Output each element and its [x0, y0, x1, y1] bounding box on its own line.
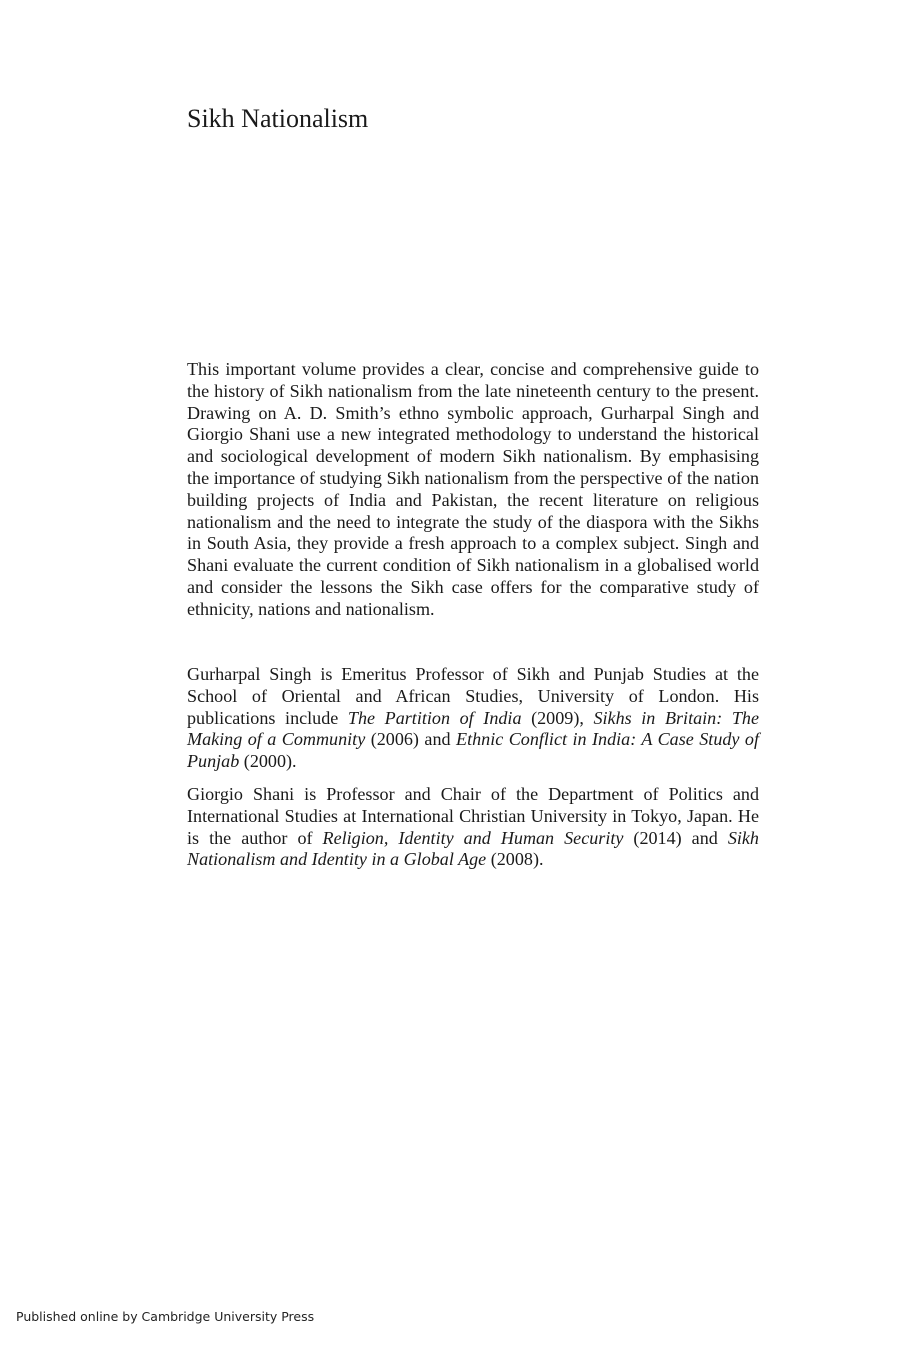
bio-text: (2014) and: [623, 827, 728, 848]
bio-text: (2008).: [486, 849, 544, 870]
bio-text: (2009),: [521, 707, 594, 728]
book-title: Ethnic Conflict in India: A Case Study of Punjab: [187, 729, 759, 772]
bio-singh-intro: Gurharpal Singh is Emeritus Professor of Sikh and Punjab Studies at the School of Oriental and African Studies, University of London. His publications include: [187, 664, 759, 728]
bio-shani-intro: Giorgio Shani is Professor and Chair of the Department of Politics and International Studies at International Christian University in Tokyo, Japan. He is the author of: [187, 784, 759, 848]
book-description: This important volume provides a clear, concise and comprehensive guide to the history of Sikh nationalism from the late nineteenth century to the present. Drawing on A. D. Smith’s ethno symbolic approach, Gurharpal Singh and Giorgio Shani use a new integrated methodology to understand the historical and sociological development of modern Sikh nationalism. By emphasising the importance of studying Sikh nationalism from the perspective of the nation building projects of India and Pakistan, the recent literature on religious nationalism and the need to integrate the study of the diaspora with the Sikhs in South Asia, they provide a fresh approach to a complex subject. Singh and Shani evaluate the current condition of Sikh nationalism in a globalised world and consider the lessons the Sikh case offers for the comparative study of ethnicity, nations and nationalism.: [187, 359, 759, 619]
publisher-footer: Published online by Cambridge University Press: [16, 1309, 315, 1324]
book-title: The Partition of India: [347, 707, 522, 728]
book-title: Religion, Identity and Human Security: [322, 827, 624, 848]
page-title: Sikh Nationalism: [187, 104, 369, 133]
book-title: Sikhs in Britain: The Making of a Community: [187, 707, 760, 750]
author-bio-singh: [187, 664, 759, 773]
bio-text: (2006) and: [365, 729, 457, 750]
author-bio-shani: [187, 784, 759, 871]
bio-text: (2000).: [239, 751, 297, 772]
book-title: Sikh Nationalism and Identity in a Global Age: [187, 827, 759, 870]
